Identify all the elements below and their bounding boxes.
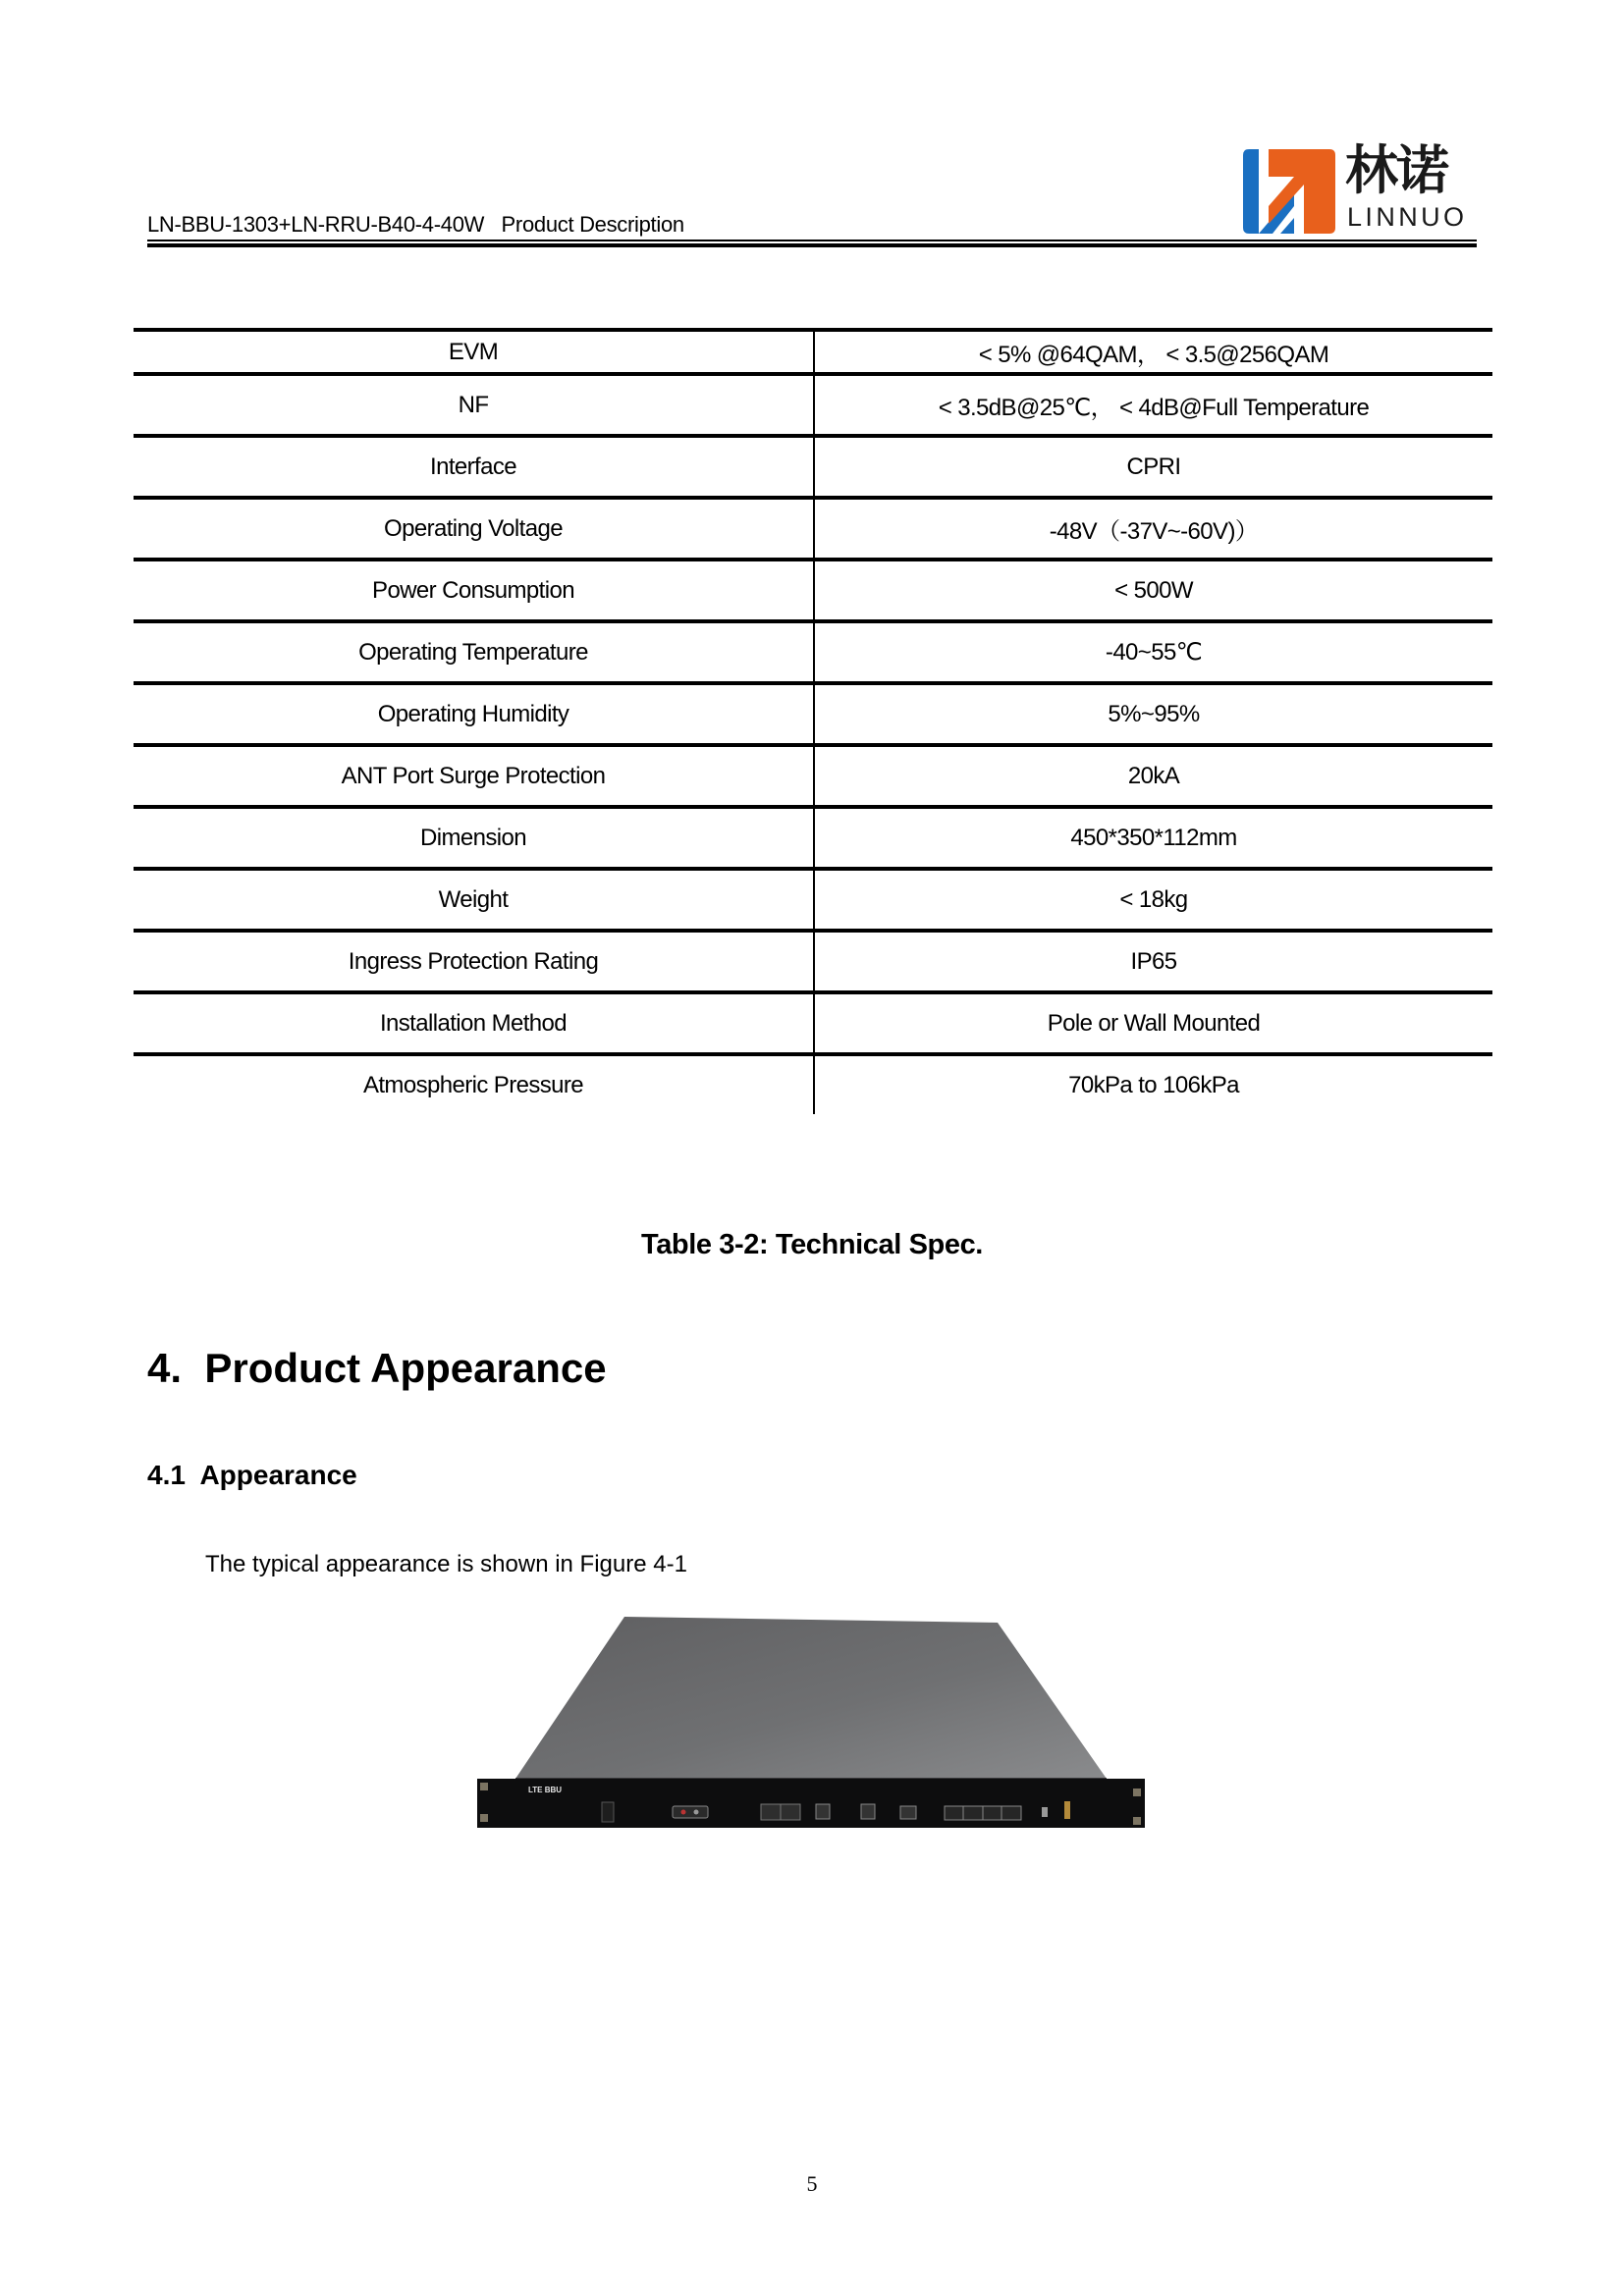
- parameter-cell: EVM: [448, 338, 499, 365]
- logo-text-chinese: 林诺: [1345, 141, 1447, 200]
- parameter-cell: Interface: [430, 453, 516, 480]
- value-cell: IP65: [813, 933, 1492, 990]
- table-row: [134, 619, 1492, 681]
- company-logo: [1243, 141, 1479, 234]
- parameter-cell: Operating Voltage: [384, 514, 563, 542]
- value-cell: -48V（-37V~-60V)）: [813, 500, 1492, 558]
- value-cell: < 3.5dB@25℃， < 4dB@Full Temperature: [813, 376, 1492, 434]
- body-paragraph: The typical appearance is shown in Figure 4-1: [205, 1551, 687, 1577]
- sfp-port: [900, 1806, 916, 1819]
- parameter-cell: NF: [458, 391, 489, 418]
- technical-spec-table: [134, 328, 1492, 1114]
- value-cell: < 18kg: [813, 871, 1492, 929]
- page-number: 5: [806, 2171, 818, 2196]
- value-cell: 5%~95%: [813, 685, 1492, 743]
- device-top-plate: [515, 1617, 1107, 1779]
- table-row: [134, 929, 1492, 990]
- table-caption: Table 3-2: Technical Spec.: [641, 1229, 983, 1260]
- parameter-cell: Power Consumption: [372, 576, 574, 604]
- parameter-cell: Weight: [438, 885, 509, 913]
- subsection-heading: 4.1 Appearance: [147, 1460, 357, 1490]
- parameter-cell: Atmospheric Pressure: [362, 1071, 584, 1098]
- value-cell: < 500W: [813, 561, 1492, 619]
- value-cell: 450*350*112mm: [813, 809, 1492, 867]
- table-row: [134, 990, 1492, 1052]
- device-label: LTE BBU: [528, 1786, 563, 1794]
- document-header-title: LN-BBU-1303+LN-RRU-B40-4-40W Product Description: [147, 212, 684, 237]
- parameter-cell: Dimension: [420, 824, 526, 851]
- parameter-cell: Operating Humidity: [377, 700, 569, 727]
- value-cell: < 5% @64QAM， < 3.5@256QAM: [813, 332, 1492, 372]
- table-row: [134, 372, 1492, 434]
- antenna-connector: [1064, 1801, 1070, 1819]
- table-row: [134, 496, 1492, 558]
- table-row: [134, 681, 1492, 743]
- table-row: [134, 1052, 1492, 1114]
- logo-text-english: LINNUO: [1347, 202, 1468, 232]
- value-cell: 20kA: [813, 747, 1492, 805]
- table-row: [134, 558, 1492, 619]
- parameter-cell: Installation Method: [379, 1009, 568, 1037]
- device-front-panel: [477, 1779, 1145, 1828]
- table-row: [134, 805, 1492, 867]
- table-row: [134, 867, 1492, 929]
- header-rule-thick: [147, 243, 1477, 247]
- power-switch: [602, 1802, 614, 1822]
- gps-port: [861, 1804, 875, 1819]
- parameter-cell: Ingress Protection Rating: [348, 947, 599, 975]
- value-cell: -40~55℃: [813, 623, 1492, 681]
- parameter-cell: ANT Port Surge Protection: [341, 762, 606, 789]
- debug-port: [816, 1804, 830, 1819]
- power-connector: [673, 1806, 708, 1818]
- parameter-cell: Operating Temperature: [358, 638, 588, 666]
- section-heading: 4. Product Appearance: [147, 1345, 607, 1391]
- value-cell: CPRI: [813, 438, 1492, 496]
- table-row: [134, 328, 1492, 372]
- value-cell: Pole or Wall Mounted: [813, 994, 1492, 1052]
- logo-mark-icon: [1243, 145, 1335, 234]
- value-cell: 70kPa to 106kPa: [813, 1056, 1492, 1114]
- product-photo-bbu: [471, 1610, 1159, 1836]
- table-row: [134, 743, 1492, 805]
- header-rule-thin: [147, 240, 1477, 241]
- table-row: [134, 434, 1492, 496]
